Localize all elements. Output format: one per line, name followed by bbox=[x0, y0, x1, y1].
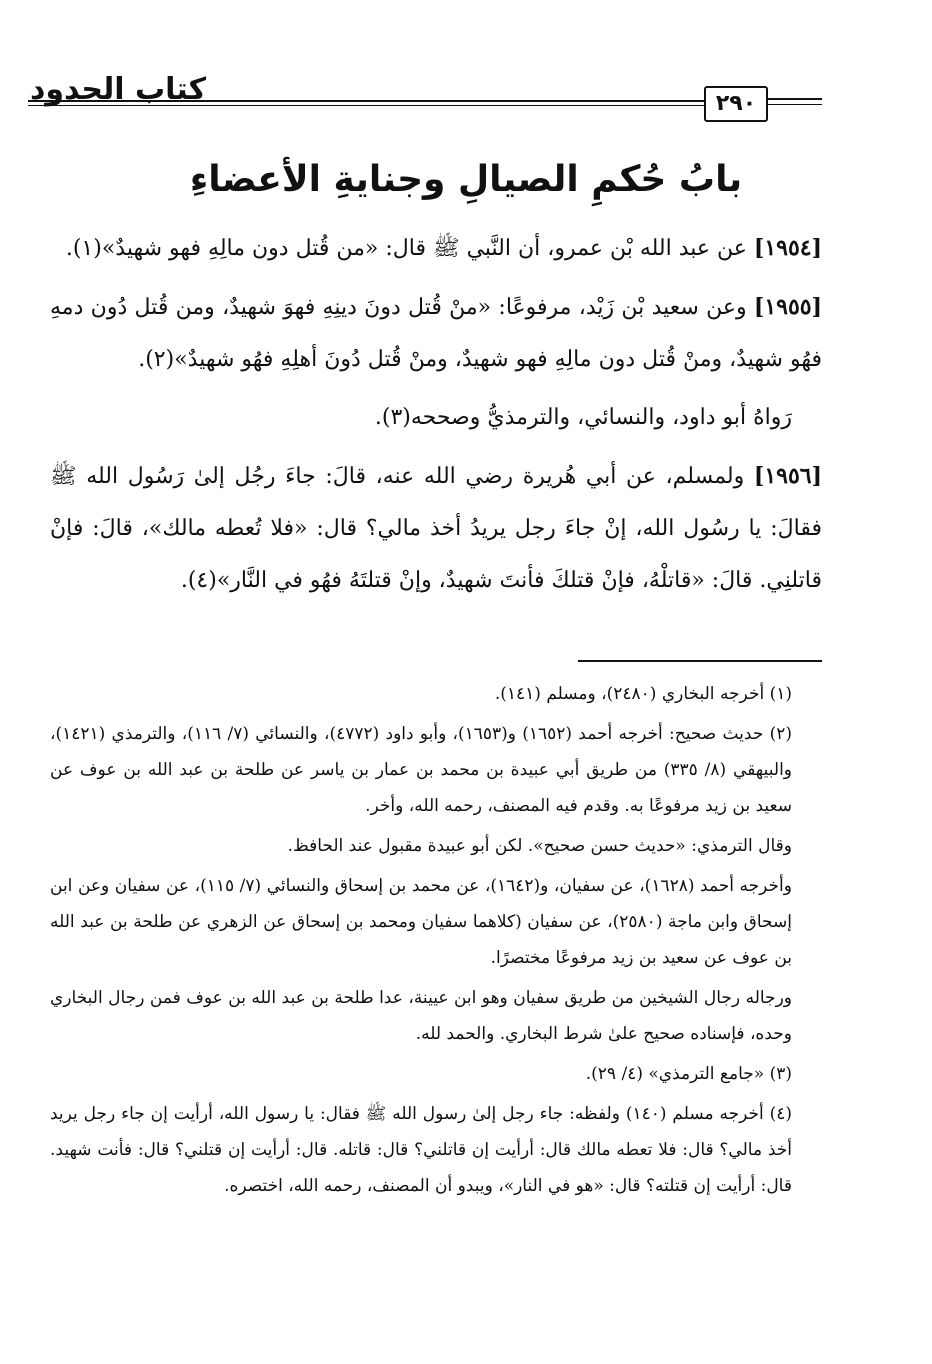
hadith-number: [١٩٥٥] bbox=[753, 294, 822, 320]
footnote: (٢) حديث صحيح: أخرجه أحمد (١٦٥٢) و(١٦٥٣)، وأبو داود (٤٧٧٢)، والنسائي (٧/ ١١٦)، والترمذي (١٤٢١)، والبيهقي (٨/ ٣٣٥) من طريق أبي عبيدة بن محمد بن عمار بن ياسر عن طلحة بن عبد الله بن عوف عن سعيد بن زيد مرفوعًا به. وقدم فيه المصنف، رحمه الله، وأخر. bbox=[50, 724, 792, 816]
footnote: (٣) «جامع الترمذي» (٤/ ٢٩). bbox=[585, 1064, 792, 1084]
footnote: وأخرجه أحمد (١٦٢٨)، عن سفيان، و(١٦٤٢)، عن محمد بن إسحاق والنسائي (٧/ ١١٥)، عن سفيان وعن ابن إسحاق وابن ماجة (٢٥٨٠)، عن سفيان (كلاهما سفيان ومحمد بن إسحاق عن الزهري عن طلحة بن عبد الله بن عوف عن سعيد بن زيد مرفوعًا مختصرًا. bbox=[50, 876, 792, 968]
footnote: (١) أخرجه البخاري (٢٤٨٠)، ومسلم (١٤١). bbox=[494, 684, 792, 704]
hadith-paragraph bbox=[50, 450, 822, 607]
hadith-number: [١٩٥٤] bbox=[753, 235, 822, 261]
chapter-title: بابُ حُكمِ الصيالِ وجنايةِ الأعضاءِ bbox=[189, 159, 743, 200]
hadith-paragraph bbox=[50, 281, 822, 386]
main-text bbox=[50, 222, 822, 613]
hadith-text: وعن سعيد بْن زَيْد، مرفوعًا: «منْ قُتل دونَ دينِهِ فهوَ شهيدٌ، ومن قُتل دُون دمهِ فهُو شهيدٌ، ومنْ قُتل دون مالِهِ فهو شهيدٌ، ومنْ قُتل دُونَ أهلِهِ فهُو شهيدٌ»(٢). bbox=[50, 295, 822, 372]
header-rule-right bbox=[768, 98, 822, 100]
hadith-text: ولمسلم، عن أبي هُريرة رضي الله عنه، قالَ: جاءَ رجُل إلىٰ رَسُول الله ﷺ فقالَ: يا رسُول الله، إنْ جاءَ رجل يريدُ أخذ مالي؟ قال: «فلا تُعطه مالك»، قالَ: فإنْ قاتلنِي. قالَ: «قاتلْهُ، فإنْ قتلكَ فأنتَ شهيدٌ، وإنْ قتلتَهُ فهُو في النَّار»(٤). bbox=[50, 464, 822, 593]
source-text: رَواهُ أبو داود، والنسائي، والترمذيُّ وصححه(٣). bbox=[374, 405, 792, 430]
source-note bbox=[50, 392, 822, 444]
page-number: ٢٩٠ bbox=[704, 86, 768, 122]
running-header-title: كتاب الحدود bbox=[29, 72, 207, 107]
footnote: وقال الترمذي: «حديث حسن صحيح». لكن أبو عبيدة مقبول عند الحافظ. bbox=[287, 836, 792, 856]
hadith-paragraph bbox=[50, 222, 822, 275]
footnote: ورجاله رجال الشيخين من طريق سفيان وهو ابن عيينة، عدا طلحة بن عبد الله بن عوف فمن رجال البخاري وحده، فإسناده صحيح علىٰ شرط البخاري. والحمد لله. bbox=[50, 988, 792, 1044]
header-rule-thin bbox=[28, 105, 704, 106]
hadith-text: عن عبد الله بْن عمرو، أن النَّبي ﷺ قال: «من قُتل دون مالِهِ فهو شهيدٌ»(١). bbox=[65, 236, 754, 261]
header-rule bbox=[28, 100, 704, 102]
hadith-number: [١٩٥٦] bbox=[753, 463, 822, 489]
header-rule-right-thin bbox=[768, 104, 822, 105]
footnote-separator bbox=[578, 660, 822, 662]
footnotes bbox=[50, 676, 822, 1208]
footnote: (٤) أخرجه مسلم (١٤٠) ولفظه: جاء رجل إلىٰ رسول الله ﷺ فقال: يا رسول الله، أرأيت إن جاء رجل يريد أخذ مالي؟ قال: فلا تعطه مالك قال: أرأيت إن قاتلني؟ قال: قاتله. قال: أرأيت إن قتلني؟ قال: فأنت شهيد. قال: أرأيت إن قتلته؟ قال: «هو في النار»، ويبدو أن المصنف، رحمه الله، اختصره. bbox=[50, 1104, 792, 1196]
